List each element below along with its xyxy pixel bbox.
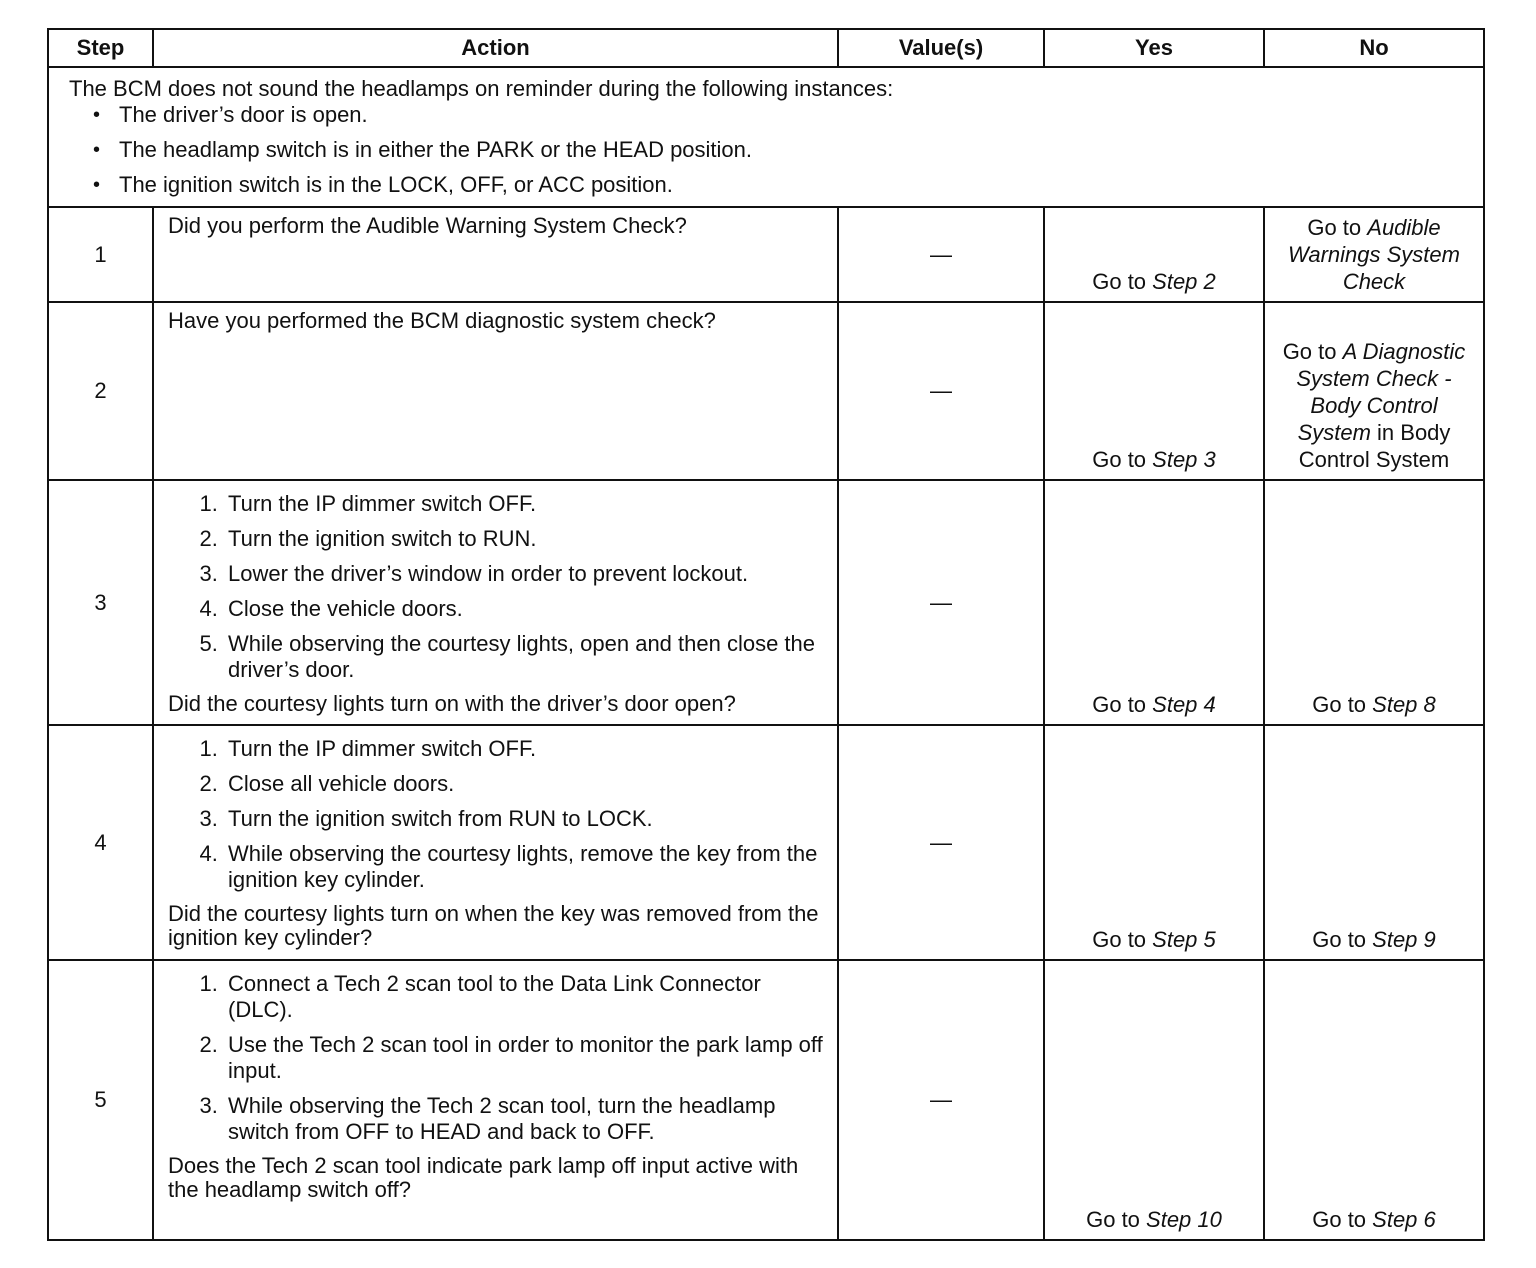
yes-prefix: Go to	[1092, 927, 1153, 952]
substep-list	[168, 491, 823, 683]
no-prefix: Go to	[1282, 339, 1343, 364]
intro-bullet: • The driver’s door is open.	[69, 102, 1463, 128]
value-cell: —	[838, 207, 1044, 302]
value-cell: —	[838, 960, 1044, 1240]
intro-bullet: • The headlamp switch is in either the PARK or the HEAD position.	[69, 137, 1463, 163]
intro-text: The BCM does not sound the headlamps on reminder during the following instances:	[69, 76, 894, 101]
table-row	[48, 302, 1484, 480]
step-number: 2	[48, 302, 153, 480]
substep: 2. Turn the ignition switch to RUN.	[224, 526, 823, 552]
action-question: Does the Tech 2 scan tool indicate park lamp off input active with the headlamp switch off?	[168, 1153, 799, 1202]
table-row	[48, 725, 1484, 960]
substep: 3. Lower the driver’s window in order to prevent lockout.	[224, 561, 823, 587]
intro-cell	[48, 67, 1484, 207]
yes-prefix: Go to	[1092, 269, 1153, 294]
substep: 2. Use the Tech 2 scan tool in order to monitor the park lamp off input.	[224, 1032, 823, 1084]
substep: 3. While observing the Tech 2 scan tool, turn the headlamp switch from OFF to HEAD and back to OFF.	[224, 1093, 823, 1145]
substep: 4. Close the vehicle doors.	[224, 596, 823, 622]
yes-step-link[interactable]: Step 2	[1152, 269, 1216, 294]
no-cell	[1264, 960, 1484, 1240]
header-no: No	[1264, 29, 1484, 67]
value-cell: —	[838, 480, 1044, 725]
action-cell	[153, 480, 838, 725]
action-question: Did you perform the Audible Warning System Check?	[168, 213, 687, 238]
substep: 4. While observing the courtesy lights, remove the key from the ignition key cylinder.	[224, 841, 823, 893]
yes-prefix: Go to	[1086, 1207, 1147, 1232]
substep: 1. Turn the IP dimmer switch OFF.	[224, 491, 823, 517]
action-question: Did the courtesy lights turn on with the driver’s door open?	[168, 691, 736, 716]
intro-bullet: • The ignition switch is in the LOCK, OFF, or ACC position.	[69, 172, 1463, 198]
no-procedure-link[interactable]: A Diagnostic System Check - Body Control System	[1296, 339, 1466, 445]
substep: 1. Turn the IP dimmer switch OFF.	[224, 736, 823, 762]
step-number: 4	[48, 725, 153, 960]
no-cell	[1264, 302, 1484, 480]
value-cell: —	[838, 302, 1044, 480]
header-step: Step	[48, 29, 153, 67]
value-cell: —	[838, 725, 1044, 960]
action-cell	[153, 302, 838, 480]
action-cell	[153, 960, 838, 1240]
no-step-link[interactable]: Step 9	[1372, 927, 1436, 952]
no-cell	[1264, 725, 1484, 960]
action-question: Have you performed the BCM diagnostic system check?	[168, 308, 716, 333]
no-cell	[1264, 480, 1484, 725]
yes-cell	[1044, 480, 1264, 725]
yes-step-link[interactable]: Step 10	[1146, 1207, 1222, 1232]
no-prefix: Go to	[1312, 692, 1373, 717]
yes-cell	[1044, 302, 1264, 480]
yes-cell	[1044, 207, 1264, 302]
table-row	[48, 960, 1484, 1240]
action-cell	[153, 725, 838, 960]
step-number: 3	[48, 480, 153, 725]
substep-list	[168, 736, 823, 893]
action-cell	[153, 207, 838, 302]
substep: 5. While observing the courtesy lights, open and then close the driver’s door.	[224, 631, 823, 683]
substep: 1. Connect a Tech 2 scan tool to the Data Link Connector (DLC).	[224, 971, 823, 1023]
substep-list	[168, 971, 823, 1145]
no-prefix: Go to	[1312, 927, 1373, 952]
step-number: 5	[48, 960, 153, 1240]
action-question: Did the courtesy lights turn on when the key was removed from the ignition key cylinder?	[168, 901, 819, 950]
diagnostic-table	[47, 28, 1485, 1241]
yes-step-link[interactable]: Step 3	[1152, 447, 1216, 472]
intro-bullets	[69, 102, 1463, 198]
header-values: Value(s)	[838, 29, 1044, 67]
no-step-link[interactable]: Step 6	[1372, 1207, 1436, 1232]
no-suffix: in Body Control System	[1298, 420, 1451, 472]
header-yes: Yes	[1044, 29, 1264, 67]
no-prefix: Go to	[1312, 1207, 1373, 1232]
substep: 3. Turn the ignition switch from RUN to LOCK.	[224, 806, 823, 832]
no-prefix: Go to	[1307, 215, 1368, 240]
yes-step-link[interactable]: Step 4	[1152, 692, 1216, 717]
yes-cell	[1044, 725, 1264, 960]
yes-prefix: Go to	[1092, 447, 1153, 472]
intro-row	[48, 67, 1484, 207]
substep: 2. Close all vehicle doors.	[224, 771, 823, 797]
header-row	[48, 29, 1484, 67]
step-number: 1	[48, 207, 153, 302]
yes-cell	[1044, 960, 1264, 1240]
no-procedure-link[interactable]: Audible Warnings System Check	[1288, 215, 1460, 294]
no-step-link[interactable]: Step 8	[1372, 692, 1436, 717]
no-cell	[1264, 207, 1484, 302]
table-row	[48, 480, 1484, 725]
yes-step-link[interactable]: Step 5	[1152, 927, 1216, 952]
header-action: Action	[153, 29, 838, 67]
yes-prefix: Go to	[1092, 692, 1153, 717]
table-row	[48, 207, 1484, 302]
